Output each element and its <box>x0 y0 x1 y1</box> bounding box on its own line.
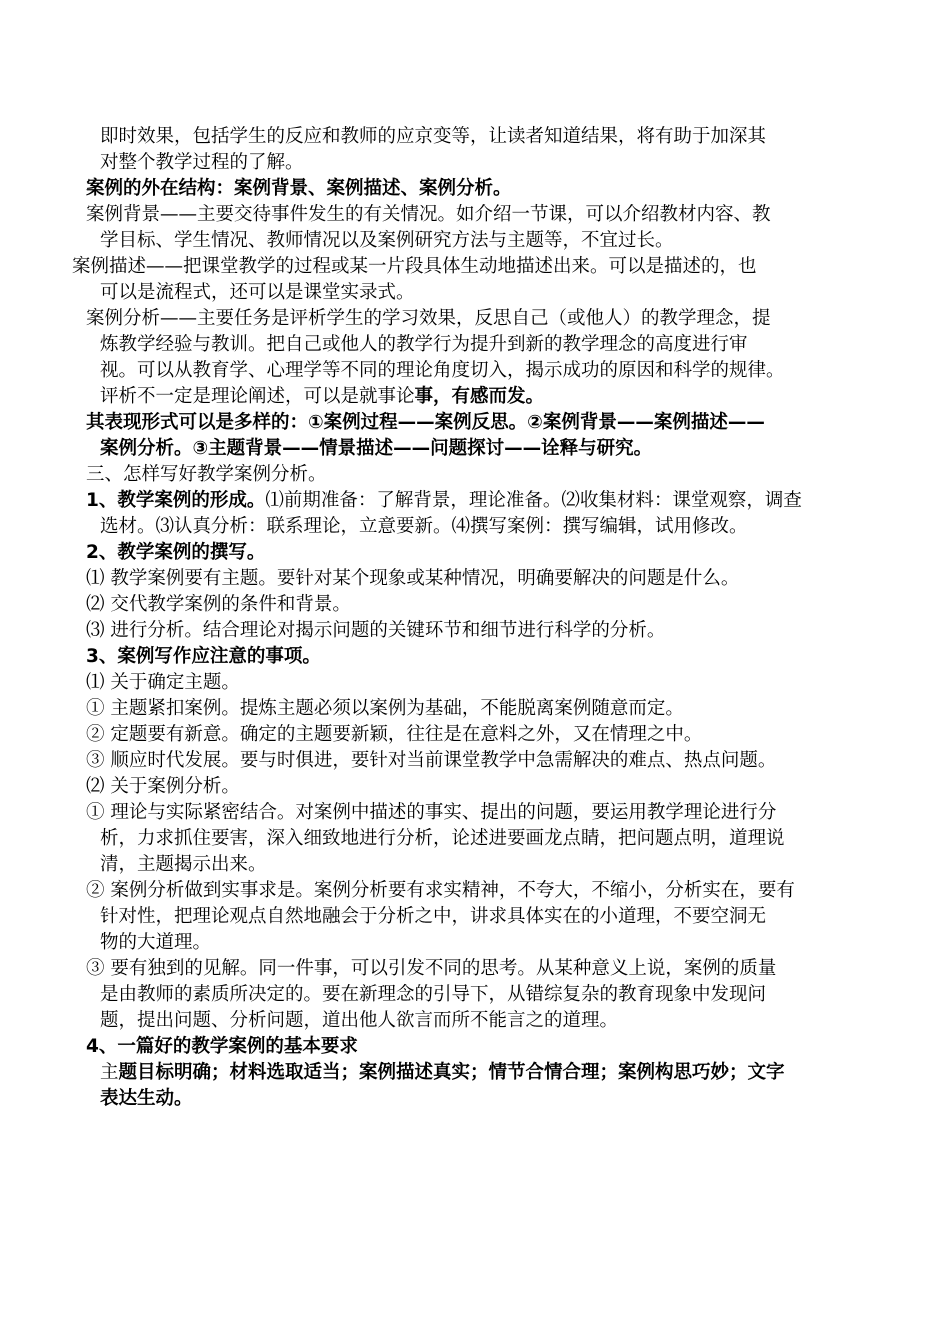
subsection-3-heading: 3、案例写作应注意的事项。 <box>86 646 321 667</box>
list-item: ⑵ 关于案例分析。 <box>86 776 240 797</box>
background-line: 案例背景——主要交待事件发生的有关情况。如介绍一节课，可以介绍教材内容、教 <box>86 204 771 225</box>
list-item-continued: 清，主题揭示出来。 <box>100 854 267 875</box>
list-item-continued: 析，力求抓住要害，深入细致地进行分析，论述进要画龙点睛，把问题点明，道理说 <box>100 828 785 849</box>
requirements-line <box>100 1060 785 1086</box>
structure-heading: 案例的外在结构：案例背景、案例描述、案例分析。 <box>86 178 512 199</box>
analysis-emphasis: 事，有感而发。 <box>414 386 545 407</box>
subsection-1-line <box>86 488 802 514</box>
description-line: 案例描述——把课堂教学的过程或某一片段具体生动地描述出来。可以是描述的，也 <box>72 256 757 277</box>
form-heading-line: 案例分析。③主题背景——情景描述——问题探讨——诠释与研究。 <box>100 438 653 459</box>
list-item-continued: 题，提出问题、分析问题，道出他人欲言而所不能言之的道理。 <box>100 1010 619 1031</box>
list-item: ⑶ 进行分析。结合理论对揭示问题的关键环节和细节进行科学的分析。 <box>86 620 666 641</box>
paragraph-line: 即时效果，包括学生的反应和教师的应京变等，让读者知道结果，将有助于加深其 <box>100 126 767 147</box>
list-item: ③ 顺应时代发展。要与时俱进，要针对当前课堂教学中急需解决的难点、热点问题。 <box>86 750 777 771</box>
list-item-continued: 针对性，把理论观点自然地融会于分析之中，讲求具体实在的小道理，不要空洞无 <box>100 906 767 927</box>
subsection-1-line: 选材。⑶认真分析：联系理论，立意要新。⑷撰写案例：撰写编辑，试用修改。 <box>100 516 748 537</box>
list-item: ⑵ 交代教学案例的条件和背景。 <box>86 594 351 615</box>
subsection-4-heading: 4、一篇好的教学案例的基本要求 <box>86 1036 358 1057</box>
list-item: ⑴ 关于确定主题。 <box>86 672 240 693</box>
requirements-lead: 主 <box>100 1062 119 1083</box>
analysis-text: 评析不一定是理论阐述，可以是就事论 <box>100 386 415 407</box>
list-item: ① 理论与实际紧密结合。对案例中描述的事实、提出的问题，要运用教学理论进行分 <box>86 802 777 823</box>
requirements-text: 题目标明确；材料选取适当；案例描述真实；情节合情合理；案例构思巧妙；文字 <box>118 1062 785 1083</box>
list-item: ② 案例分析做到实事求是。案例分析要有求实精神，不夸大，不缩小，分析实在，要有 <box>86 880 795 901</box>
subsection-1-text: ⑴前期准备：了解背景，理论准备。⑵收集材料：课堂观察，调查 <box>265 490 802 511</box>
list-item-continued: 是由教师的素质所决定的。要在新理念的引导下，从错综复杂的教育现象中发现问 <box>100 984 767 1005</box>
list-item: ⑴ 教学案例要有主题。要针对某个现象或某种情况，明确要解决的问题是什么。 <box>86 568 740 589</box>
paragraph-line: 对整个教学过程的了解。 <box>100 152 304 173</box>
requirements-line: 表达生动。 <box>100 1088 193 1109</box>
description-line: 可以是流程式，还可以是课堂实录式。 <box>100 282 415 303</box>
analysis-line: 案例分析——主要任务是评析学生的学习效果，反思自己（或他人）的教学理念，提 <box>86 308 771 329</box>
section-title: 三、怎样写好教学案例分析。 <box>86 464 327 485</box>
list-item: ③ 要有独到的见解。同一件事，可以引发不同的思考。从某种意义上说，案例的质量 <box>86 958 777 979</box>
analysis-line <box>100 384 544 410</box>
form-heading-line: 其表现形式可以是多样的：①案例过程——案例反思。②案例背景——案例描述—— <box>86 412 765 433</box>
background-line: 学目标、学生情况、教师情况以及案例研究方法与主题等，不宜过长。 <box>100 230 674 251</box>
analysis-line: 视。可以从教育学、心理学等不同的理论角度切入，揭示成功的原因和科学的规律。 <box>100 360 785 381</box>
analysis-line: 炼教学经验与教训。把自己或他人的教学行为提升到新的教学理念的高度进行审 <box>100 334 748 355</box>
list-item-continued: 物的大道理。 <box>100 932 212 953</box>
subsection-2-heading: 2、教学案例的撰写。 <box>86 542 266 563</box>
list-item: ② 定题要有新意。确定的主题要新颖，往往是在意料之外，又在情理之中。 <box>86 724 703 745</box>
list-item: ① 主题紧扣案例。提炼主题必须以案例为基础，不能脱离案例随意而定。 <box>86 698 684 719</box>
subsection-1-heading: 1、教学案例的形成。 <box>86 490 266 511</box>
